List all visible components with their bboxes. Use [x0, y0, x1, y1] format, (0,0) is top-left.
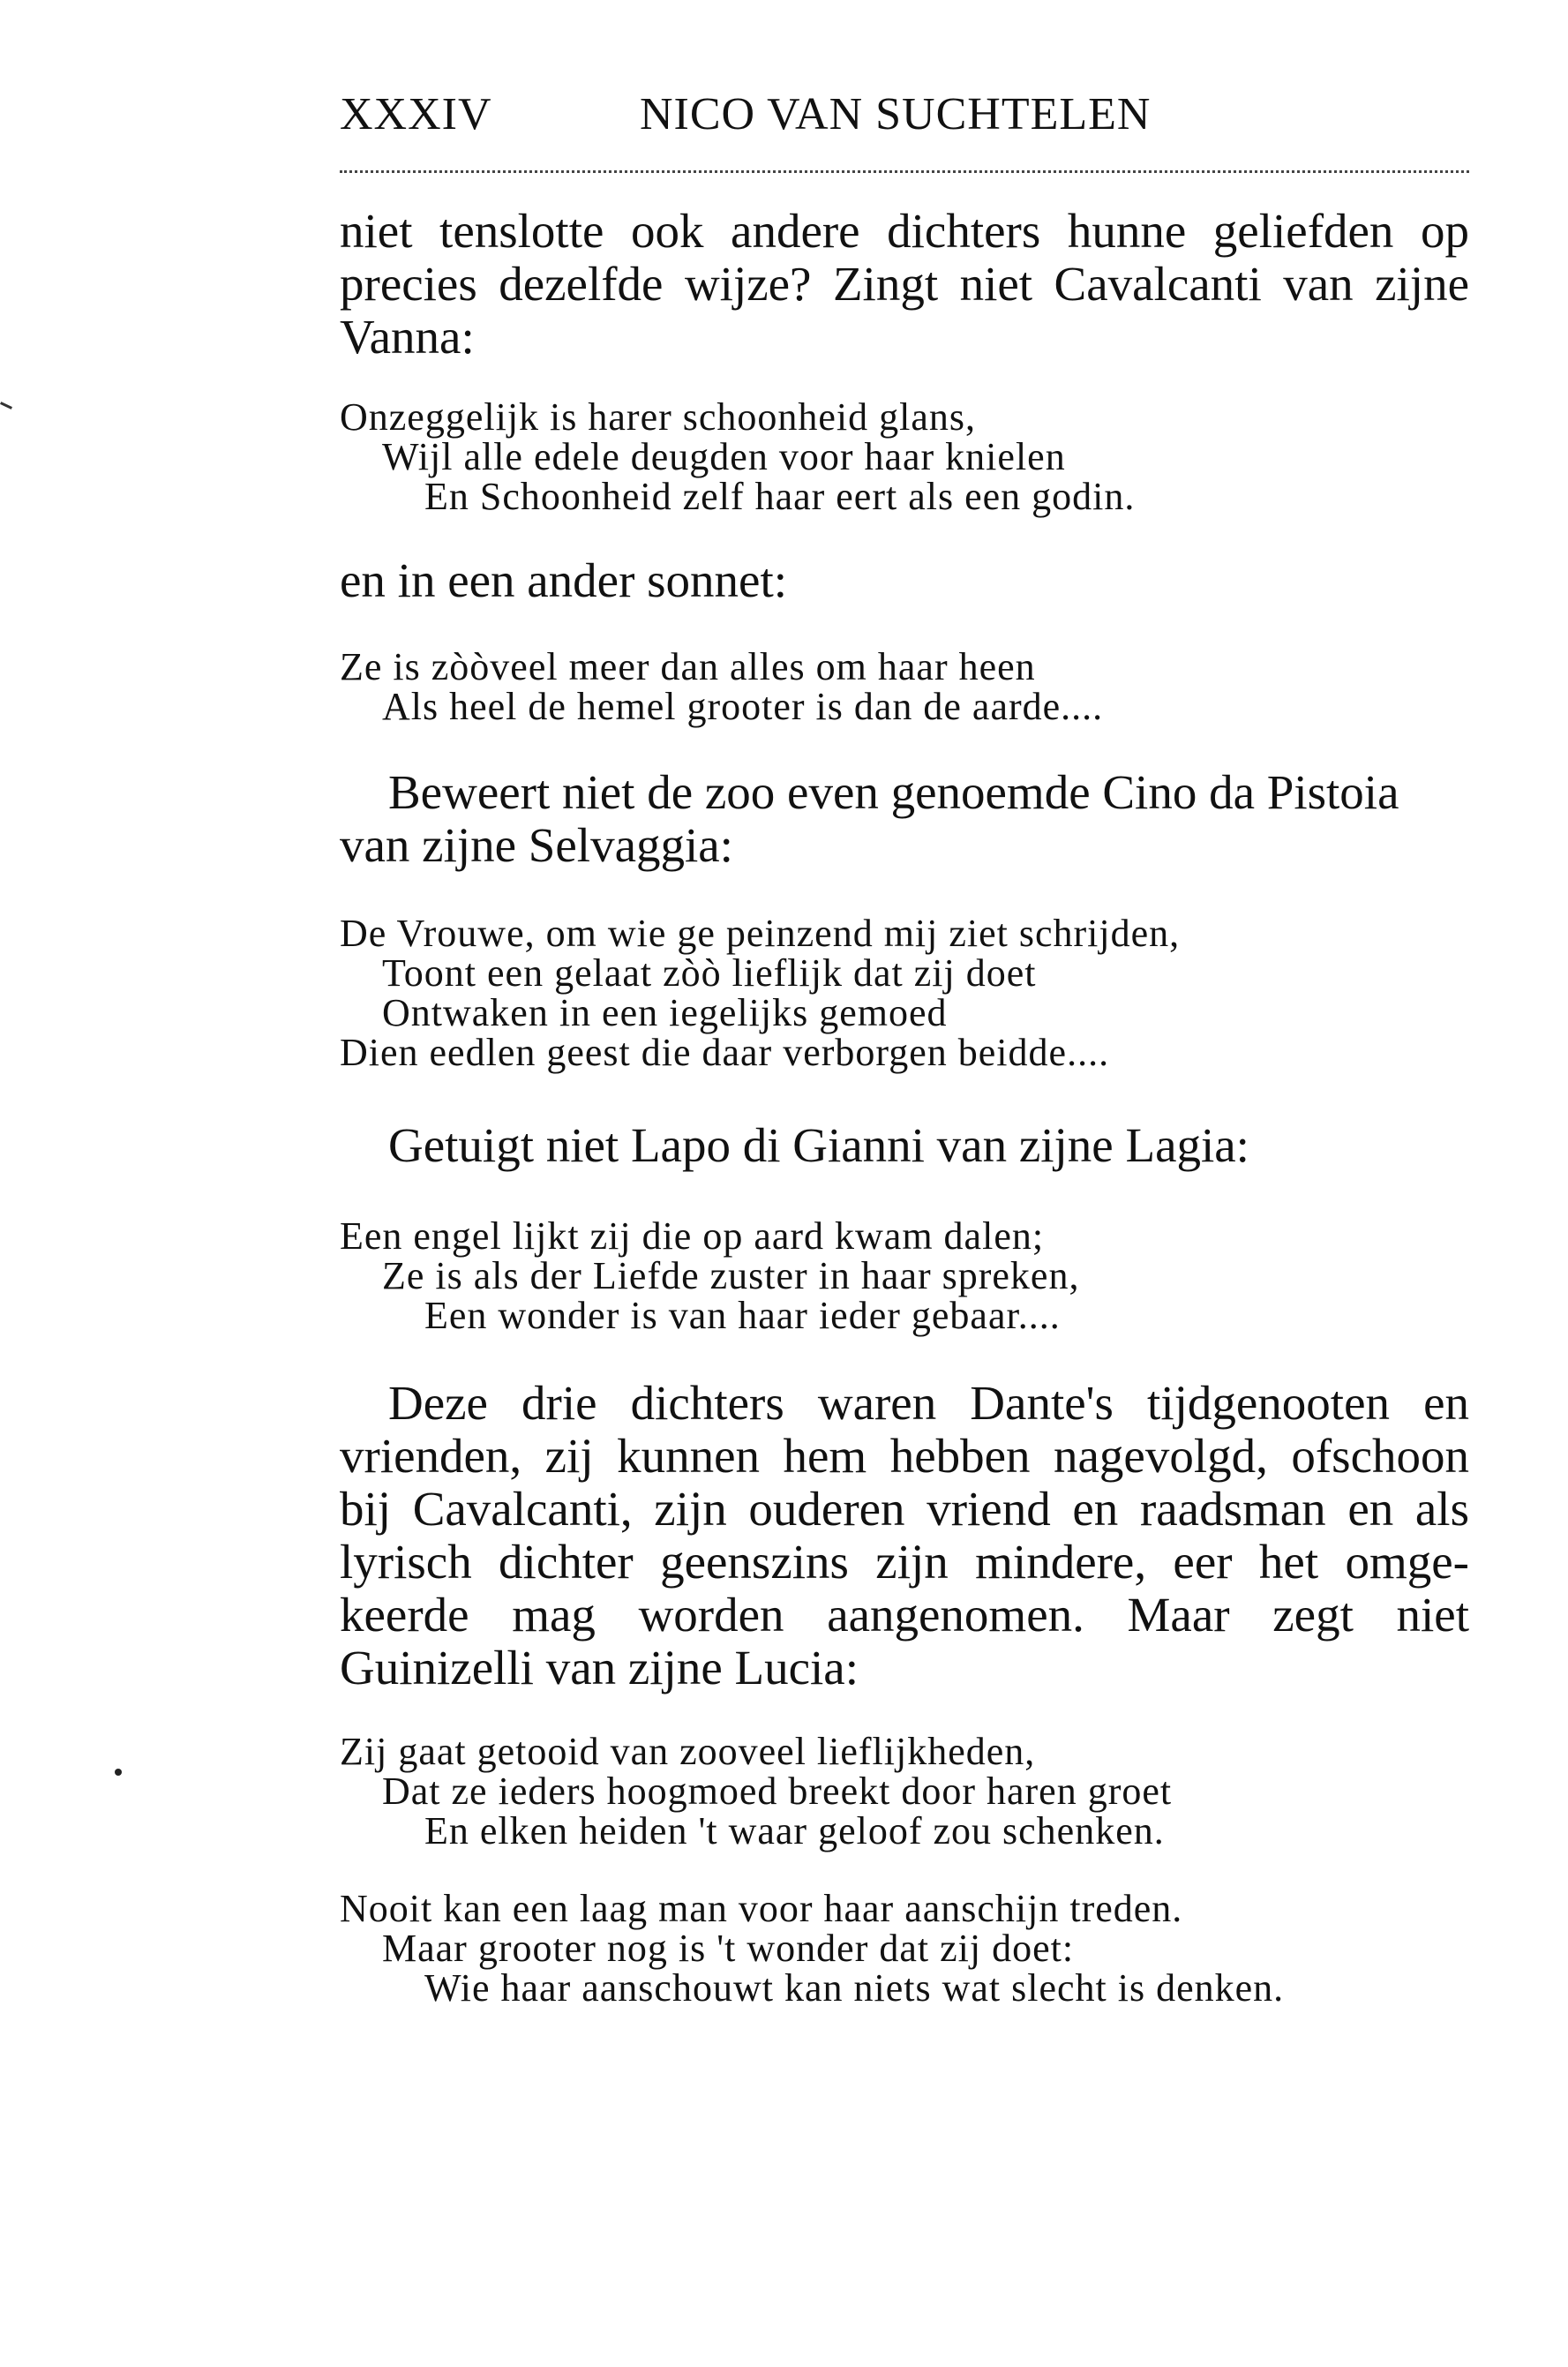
verse-quote-4 [340, 1216, 1487, 1335]
verse-line: Ze is zòòveel meer dan alles om haar heen [340, 645, 1036, 688]
text-line: bij Cavalcanti, zijn ouderen vriend en raadsman en als [340, 1482, 1469, 1536]
text-line: Deze drie dichters waren Dante's tijdgenooten en [388, 1376, 1469, 1430]
text-line: en in een ander sonnet: [340, 553, 788, 607]
page-header [340, 88, 1469, 159]
text-line: Guinizelli van zijne Lucia: [340, 1641, 859, 1694]
text-line: Vanna: [340, 310, 475, 364]
verse-line: Dat ze ieders hoogmoed breekt door haren groet [382, 1770, 1173, 1813]
verse-quote-3 [340, 913, 1487, 1072]
verse-quote-6 [340, 1889, 1487, 2008]
text-line: vrienden, zij kunnen hem hebben nagevolgd, ofschoon [340, 1429, 1469, 1483]
running-title: NICO VAN SUCHTELEN [640, 89, 1152, 139]
verse-line: Ze is als der Liefde zuster in haar spreken, [382, 1254, 1080, 1297]
verse-line: Als heel de hemel grooter is dan de aarde.... [382, 685, 1104, 728]
verse-line: Zij gaat getooid van zooveel lieflijkheden, [340, 1730, 1036, 1773]
verse-line: Een engel lijkt zij die op aard kwam dalen; [340, 1214, 1045, 1258]
verse-line: En Schoonheid zelf haar eert als een godin. [424, 475, 1136, 518]
verse-quote-2 [340, 647, 1487, 726]
verse-line: Wijl alle edele deugden voor haar knielen [382, 435, 1066, 478]
verse-line: Ontwaken in een iegelijks gemoed [382, 991, 948, 1034]
verse-line: Nooit kan een laag man voor haar aanschijn treden. [340, 1887, 1183, 1930]
verse-line: Onzeggelijk is harer schoonheid glans, [340, 395, 977, 439]
paragraph-5 [340, 1377, 1469, 1694]
verse-line: Dien eedlen geest die daar verborgen beidde.... [340, 1031, 1110, 1074]
header-rule [340, 170, 1469, 173]
verse-line: Een wonder is van haar ieder gebaar.... [424, 1294, 1061, 1337]
paragraph-3 [340, 766, 1469, 872]
text-line: Getuigt niet Lapo di Gianni van zijne Lagia: [388, 1118, 1249, 1172]
margin-mark [0, 402, 12, 410]
text-line: lyrisch dichter geenszins zijn mindere, eer het omge- [340, 1535, 1469, 1589]
paragraph-4 [340, 1119, 1469, 1172]
text-line: van zijne Selvaggia: [340, 818, 733, 872]
verse-line: Wie haar aanschouwt kan niets wat slecht is denken. [424, 1966, 1285, 2010]
page-number: XXXIV [340, 89, 492, 139]
paragraph-2 [340, 554, 1469, 607]
verse-line: Toont een gelaat zòò lieflijk dat zij doet [382, 951, 1037, 995]
margin-dot [115, 1769, 122, 1776]
verse-line: Maar grooter nog is 't wonder dat zij doet: [382, 1927, 1075, 1970]
verse-quote-5 [340, 1732, 1487, 1851]
text-line: niet tenslotte ook andere dichters hunne geliefden op [340, 204, 1469, 258]
verse-quote-1 [340, 397, 1487, 516]
text-line: Beweert niet de zoo even genoemde Cino da Pistoia [388, 765, 1399, 819]
text-line: keerde mag worden aangenomen. Maar zegt niet [340, 1588, 1469, 1642]
paragraph-1 [340, 205, 1469, 364]
text-line: precies dezelfde wijze? Zingt niet Cavalcanti van zijne [340, 257, 1469, 311]
verse-line: De Vrouwe, om wie ge peinzend mij ziet schrijden, [340, 912, 1181, 955]
verse-line: En elken heiden 't waar geloof zou schenken. [424, 1809, 1165, 1852]
